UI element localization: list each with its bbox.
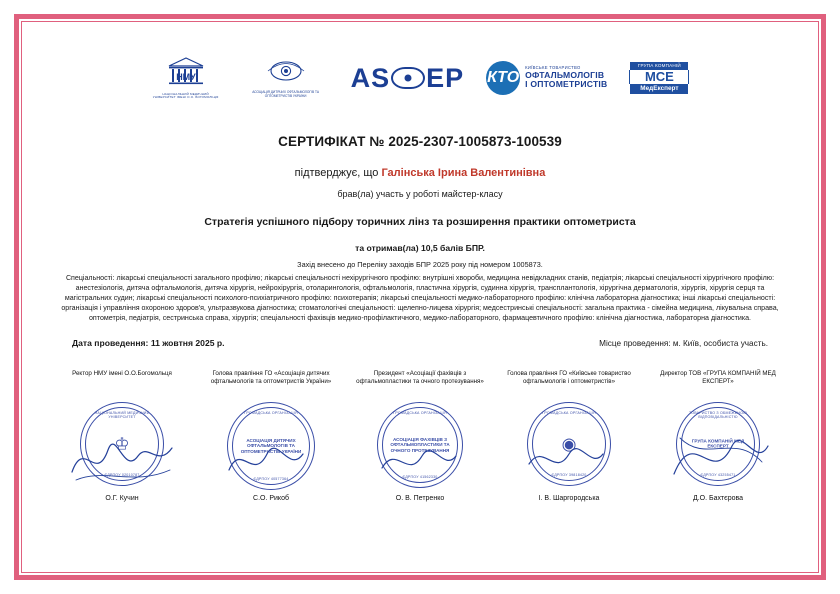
kto-top-line: КИЇВСЬКЕ ТОВАРИСТВО [525, 65, 581, 71]
stamp-center-text: АСОЦІАЦІЯ ДИТЯЧИХ ОФТАЛЬМОЛОГІВ ТА ОПТОМЕТРИСТІВ УКРАЇНИ [240, 438, 302, 454]
logo-nmu-caption: НАЦІОНАЛЬНИЙ МЕДИЧНИЙ УНІВЕРСИТЕТ ІМЕНІ О.О. БОГОМОЛЬЦЯ [152, 91, 219, 99]
stamp-area [650, 398, 786, 494]
place-label: Місце проведення: [599, 338, 671, 348]
signature-block-president [352, 370, 488, 502]
medexpert-bottom: МедЕксперт [630, 84, 688, 94]
stamp-bottom-text: ЄДРПОУ 40577364 [253, 476, 289, 481]
trident-icon: ♔ [114, 434, 130, 454]
stamp-center-text: ГРУПА КОМПАНІЙ МЕД ЕКСПЕРТ [691, 438, 745, 449]
participation-text: брав(ла) участь у роботі майстер-класу [337, 189, 503, 199]
stamp-top-text: ГРОМАДСЬКА ОРГАНІЗАЦІЯ [244, 410, 298, 415]
signature-block-rector [54, 370, 190, 502]
signature-role: Ректор НМУ імені О.О.Богомольця [72, 369, 172, 377]
stamp-bottom-text: ЄДРПОУ 02010787 [104, 472, 140, 477]
asep-right-text: EP [426, 62, 465, 93]
stamp-bottom-text: ЄДРПОУ 43255471 [700, 472, 736, 477]
confirm-prefix: підтверджує, що [294, 167, 379, 179]
logo-society-caption: АСОЦІАЦІЯ ДИТЯЧИХ ОФТАЛЬМОЛОГІВ ТА ОПТОМЕТРИСТІВ УКРАЇНИ [252, 90, 319, 98]
event-title: Стратегія успішного підбору торичних лінз та розширення практики оптометриста [204, 216, 636, 228]
certificate-content [26, 26, 814, 568]
signature-role: Голова правління ГО «Київське товариство офтальмологів і оптометристів» [507, 369, 631, 386]
place-block [599, 339, 768, 348]
asep-left-text: AS [350, 62, 391, 93]
logo-asep [350, 62, 465, 93]
stamp-bottom-text: ЄДРПОУ 39818420 [551, 472, 587, 477]
specialties-text: Спеціальності: лікарські спеціальності загального профілю; лікарські спеціальності нехірургічного профілю: внутрішні хвороби, медицина невідкладних станів, педіатрія; лікарські спеціальності хірургічного профілю: анестезіологія, дитяча офтальмологія, дитяча хірургія, нейрохірургія, отоларингологія, офтальмологія, пластична хірургія, судинна хірургія, трансплантологія, хірургічна дерматологія, хірургія, хірургія серця та магістральних судин; лікарські спеціальності психолого-психіатричного профілю: психотерапія; лікарські спеціальності медико-лабораторного профілю: клінічна лабораторна діагностика; інші лікарські спеціальності: організація і управління охороною здоров'я, ультразвукова діагностика; стоматологічні спеціальності: щелепно-лицева хірургія; медсестринські спеціальності: загальна практика - сімейна медицина, лікувальна справа, оптометрія, педіатрія, сестринська справа, хірургія; спеціальності фахівців медико-профілактичного, медико-лабораторного, фармацевтичного профілю: клінічна діагностика, лабораторна діагностика. [61, 273, 779, 322]
stamp-top-text: ГРОМАДСЬКА ОРГАНІЗАЦІЯ [542, 410, 596, 415]
signature-name: О.Г. Кучин [105, 494, 139, 502]
eye-icon [391, 67, 425, 89]
stamp-area [501, 398, 637, 494]
signature-block-director [650, 370, 786, 502]
kto-icon: ◉ [561, 434, 577, 454]
signature-block-association [203, 370, 339, 502]
signature-role: Президент «Асоціації фахівців з офтальмопластики та очного протезування» [356, 369, 484, 386]
kto-line1: ОФТАЛЬМОЛОГІВ [525, 69, 605, 80]
signature-block-kto [501, 370, 637, 502]
signature-name: І. В. Шаргородська [538, 494, 600, 502]
round-stamp [527, 402, 611, 486]
round-stamp [377, 402, 463, 488]
date-label: Дата проведення: [72, 337, 149, 348]
logo-medexpert [629, 62, 689, 95]
kto-text-block [525, 66, 607, 90]
date-value: 11 жовтня 2025 р. [150, 337, 225, 348]
svg-text:НМУ: НМУ [175, 71, 196, 82]
society-eye-icon [264, 57, 308, 89]
round-stamp [80, 402, 164, 486]
signature-name: О. В. Петренко [395, 494, 445, 502]
stamp-center-text: АСОЦІАЦІЯ ФАХІВЦІВ З ОФТАЛЬМОПЛАСТИКИ ТА ОЧНОГО ПРОТЕЗУВАННЯ [390, 437, 450, 453]
register-note: Захід внесено до Переліку заходів БПР 2025 року під номером 1005873. [297, 259, 543, 269]
round-stamp [227, 402, 315, 490]
signature-name: Д.О. Бахтєрова [692, 494, 744, 502]
points-text: та отримав(ла) 10,5 балів БПР. [355, 242, 485, 253]
stamp-area [352, 398, 488, 494]
logo-kto [486, 61, 607, 95]
place-value: м. Київ, особиста участь. [672, 338, 768, 348]
signature-row [50, 370, 790, 502]
logo-nmu [151, 57, 221, 100]
logo-society [243, 57, 329, 98]
stamp-top-text: НАЦІОНАЛЬНИЙ МЕДИЧНИЙ УНІВЕРСИТЕТ [94, 410, 150, 419]
confirm-line [50, 167, 790, 179]
participant-name: Галінська Ірина Валентинівна [381, 167, 546, 179]
kto-badge-icon: КТО [486, 61, 520, 95]
medexpert-mid: МСЕ [629, 70, 689, 85]
medexpert-top: ГРУПА КОМПАНІЙ [630, 62, 688, 70]
nmu-building-icon [166, 57, 206, 91]
logo-row [50, 50, 790, 106]
kto-line2: І ОПТОМЕТРИСТІВ [525, 79, 608, 90]
stamp-area [54, 398, 190, 494]
certificate-title: СЕРТИФІКАТ № 2025-2307-1005873-100539 [278, 134, 562, 149]
signature-role: Голова правління ГО «Асоціація дитячих офтальмологів та оптометристів України» [210, 369, 332, 386]
stamp-bottom-text: ЄДРПОУ 41562330 [402, 474, 438, 479]
date-place-row [50, 338, 790, 348]
signature-name: С.О. Рикоб [253, 494, 289, 502]
signature-role: Директор ТОВ «ГРУПА КОМПАНІЙ МЕД ЕКСПЕРТ» [660, 369, 776, 386]
round-stamp [676, 402, 760, 486]
stamp-top-text: ГРОМАДСЬКА ОРГАНІЗАЦІЯ [393, 410, 447, 415]
stamp-top-text: ТОВАРИСТВО З ОБМЕЖЕНОЮ ВІДПОВІДАЛЬНІСТЮ [688, 410, 748, 419]
date-block [72, 338, 225, 348]
stamp-area [203, 398, 339, 494]
